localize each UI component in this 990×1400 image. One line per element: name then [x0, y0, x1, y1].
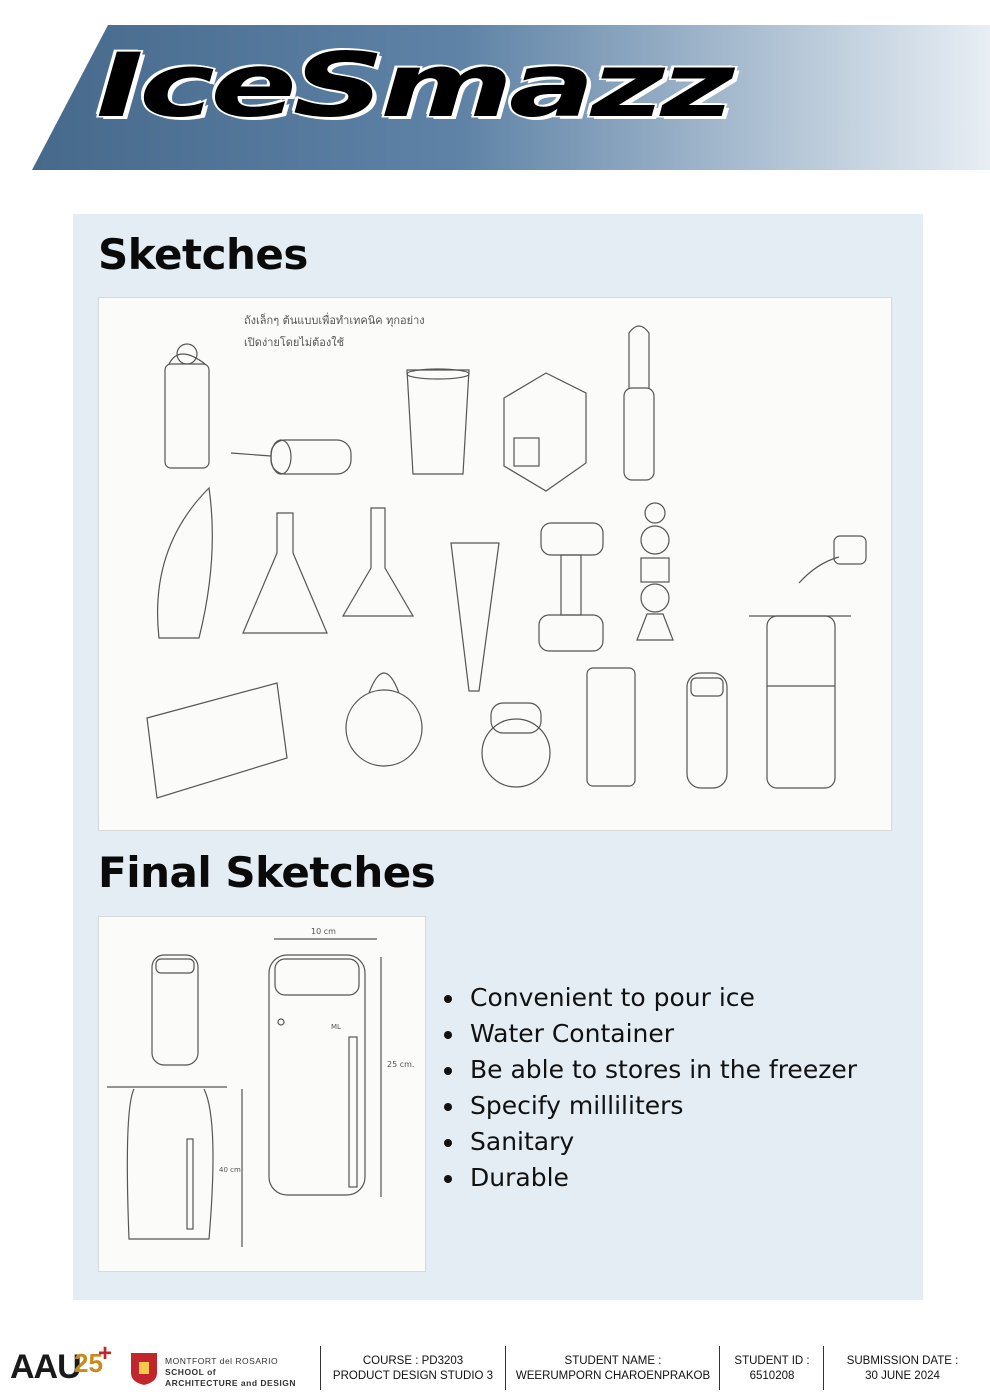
brand-logo: IceSmazz	[96, 34, 731, 137]
bullet-icon	[444, 995, 452, 1003]
aau-25-logo: 25	[74, 1348, 103, 1378]
submission-date-info: SUBMISSION DATE : 30 JUNE 2024	[846, 1355, 959, 1382]
school-name: MONTFORT del ROSARIO SCHOOL of ARCHITECTURE and DESIGN	[165, 1356, 296, 1388]
final-sketches-image	[98, 916, 426, 1272]
footer-divider	[320, 1346, 321, 1390]
dim-small: 40 cm	[219, 1166, 241, 1174]
footer-divider	[719, 1346, 720, 1390]
bullet-icon	[444, 1139, 452, 1147]
sketches-image	[98, 297, 892, 831]
feature-item: Be able to stores in the freezer	[440, 1052, 857, 1088]
bullet-icon	[444, 1031, 452, 1039]
student-name-info: STUDENT NAME : WEERUMPORN CHAROENPRAKOB	[515, 1355, 711, 1382]
feature-item: Water Container	[440, 1016, 857, 1052]
bullet-icon	[444, 1175, 452, 1183]
dim-height: 25 cm.	[387, 1060, 415, 1069]
sketch-note-2: เปิดง่ายโดยไม่ต้องใช้	[244, 336, 345, 349]
feature-item: Durable	[440, 1160, 857, 1196]
footer-divider	[823, 1346, 824, 1390]
aau-logo: AAU	[10, 1348, 81, 1386]
bullet-icon	[444, 1067, 452, 1075]
plus-icon: +	[98, 1340, 113, 1367]
final-sketches-heading: Final Sketches	[98, 848, 436, 897]
feature-item: Sanitary	[440, 1124, 857, 1160]
dim-ml: ML	[331, 1023, 341, 1031]
dim-width: 10 cm	[311, 927, 336, 936]
feature-item: Specify milliliters	[440, 1088, 857, 1124]
course-info: COURSE : PD3203 PRODUCT DESIGN STUDIO 3	[332, 1355, 494, 1382]
sketches-heading: Sketches	[98, 230, 308, 279]
feature-item: Convenient to pour ice	[440, 980, 857, 1016]
student-id-info: STUDENT ID : 6510208	[734, 1355, 810, 1382]
school-shield-icon	[130, 1352, 158, 1386]
bullet-icon	[444, 1103, 452, 1111]
footer-divider	[505, 1346, 506, 1390]
feature-list	[440, 980, 857, 1196]
sketch-note-1: ถังเล็กๆ ต้นแบบเพื่อทำเทคนิค ทุกอย่าง	[244, 314, 425, 327]
